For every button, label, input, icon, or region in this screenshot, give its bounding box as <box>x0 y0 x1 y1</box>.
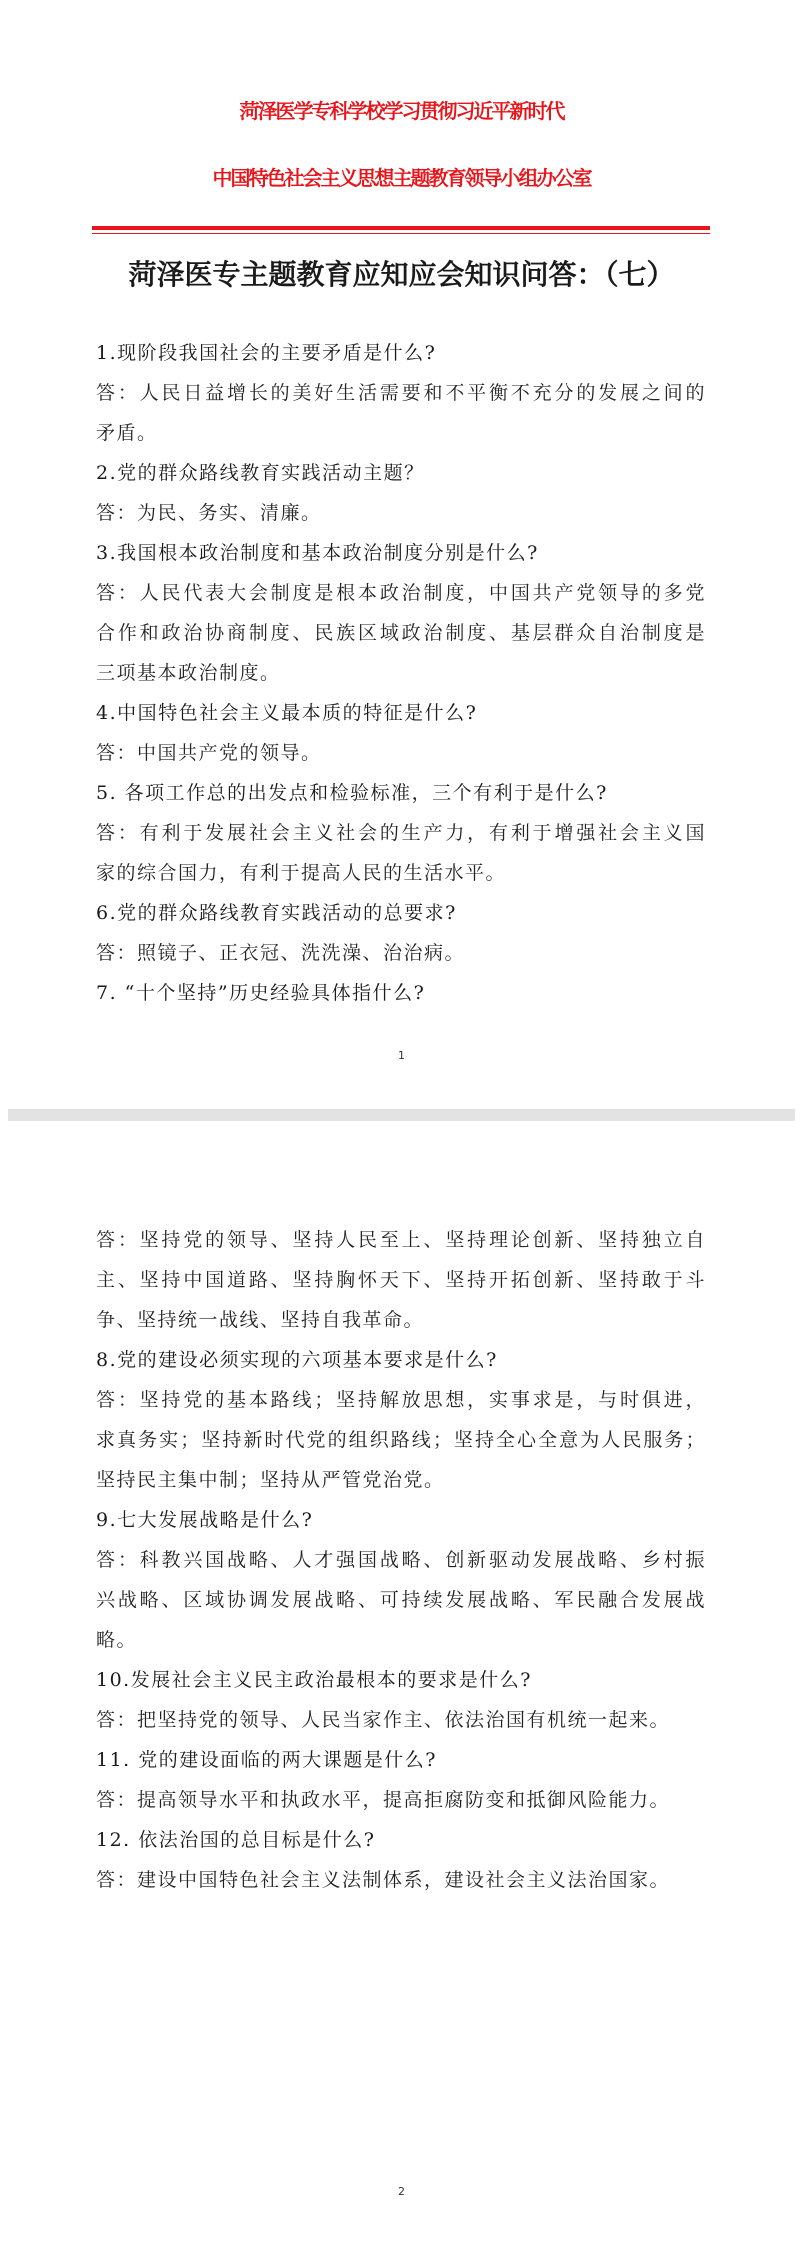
document-title: 菏泽医专主题教育应知应会知识问答：（七） <box>128 258 675 291</box>
header-title-line-2: 中国特色社会主义思想主题教育领导小组办公室 <box>212 166 591 190</box>
question-line: 7. “十个坚持”历史经验具体指什么? <box>96 982 426 1004</box>
qa-content-page-2 <box>96 1220 706 1900</box>
question-line: 8.党的建设必须实现的六项基本要求是什么? <box>96 1349 498 1371</box>
answer-line: 合作和政治协商制度、民族区域政治制度、基层群众自治制度是 <box>96 622 706 644</box>
question-line: 9.七大发展战略是什么? <box>96 1509 314 1531</box>
answer-line: 主、坚持中国道路、坚持胸怀天下、坚持开拓创新、坚持敢于斗 <box>96 1269 706 1291</box>
question-line: 10.发展社会主义民主政治最根本的要求是什么? <box>96 1669 532 1691</box>
header-rule-thick <box>92 226 710 230</box>
answer-line: 矛盾。 <box>96 422 158 444</box>
answer-line: 答：人民代表大会制度是根本政治制度，中国共产党领导的多党 <box>96 582 706 604</box>
answer-line: 家的综合国力，有利于提高人民的生活水平。 <box>96 862 507 884</box>
answer-line: 答：人民日益增长的美好生活需要和不平衡不充分的发展之间的 <box>96 382 706 404</box>
header-rule-thin <box>92 233 710 234</box>
answer-line: 三项基本政治制度。 <box>96 662 281 684</box>
answer-line: 略。 <box>96 1629 138 1651</box>
question-line: 11. 党的建设面临的两大课题是什么? <box>96 1749 437 1771</box>
question-line: 4.中国特色社会主义最本质的特征是什么? <box>96 702 478 724</box>
answer-line: 争、坚持统一战线、坚持自我革命。 <box>96 1309 425 1331</box>
answer-line: 答：建设中国特色社会主义法制体系，建设社会主义法治国家。 <box>96 1869 671 1891</box>
answer-line: 答：坚持党的基本路线；坚持解放思想，实事求是，与时俱进， <box>96 1389 706 1411</box>
question-line: 1.现阶段我国社会的主要矛盾是什么? <box>96 342 437 364</box>
page-number: 1 <box>398 1049 405 1062</box>
question-line: 3.我国根本政治制度和基本政治制度分别是什么? <box>96 542 539 564</box>
answer-line: 答：把坚持党的领导、人民当家作主、依法治国有机统一起来。 <box>96 1709 671 1731</box>
document-page-1 <box>0 0 803 1108</box>
question-line: 12. 依法治国的总目标是什么? <box>96 1829 376 1851</box>
answer-line: 求真务实；坚持新时代党的组织路线；坚持全心全意为人民服务； <box>96 1429 706 1451</box>
answer-line: 答：中国共产党的领导。 <box>96 742 322 764</box>
answer-line: 答：科教兴国战略、人才强国战略、创新驱动发展战略、乡村振 <box>96 1549 706 1571</box>
page-separator <box>8 1109 795 1121</box>
answer-line: 答：为民、务实、清廉。 <box>96 502 322 524</box>
question-line: 6.党的群众路线教育实践活动的总要求? <box>96 902 457 924</box>
answer-line: 坚持民主集中制；坚持从严管党治党。 <box>96 1469 445 1491</box>
answer-line: 答：提高领导水平和执政水平，提高拒腐防变和抵御风险能力。 <box>96 1789 671 1811</box>
qa-content-page-1 <box>96 333 706 1013</box>
page-number: 2 <box>398 2185 405 2198</box>
header-title-line-1: 菏泽医学专科学校学习贯彻习近平新时代 <box>239 99 564 123</box>
answer-line: 答：有利于发展社会主义社会的生产力，有利于增强社会主义国 <box>96 822 706 844</box>
question-line: 2.党的群众路线教育实践活动主题？ <box>96 462 425 484</box>
answer-line: 兴战略、区域协调发展战略、可持续发展战略、军民融合发展战 <box>96 1589 706 1611</box>
answer-line: 答：坚持党的领导、坚持人民至上、坚持理论创新、坚持独立自 <box>96 1229 706 1251</box>
answer-line: 答：照镜子、正衣冠、洗洗澡、治治病。 <box>96 942 466 964</box>
question-line: 5. 各项工作总的出发点和检验标准，三个有利于是什么? <box>96 782 608 804</box>
